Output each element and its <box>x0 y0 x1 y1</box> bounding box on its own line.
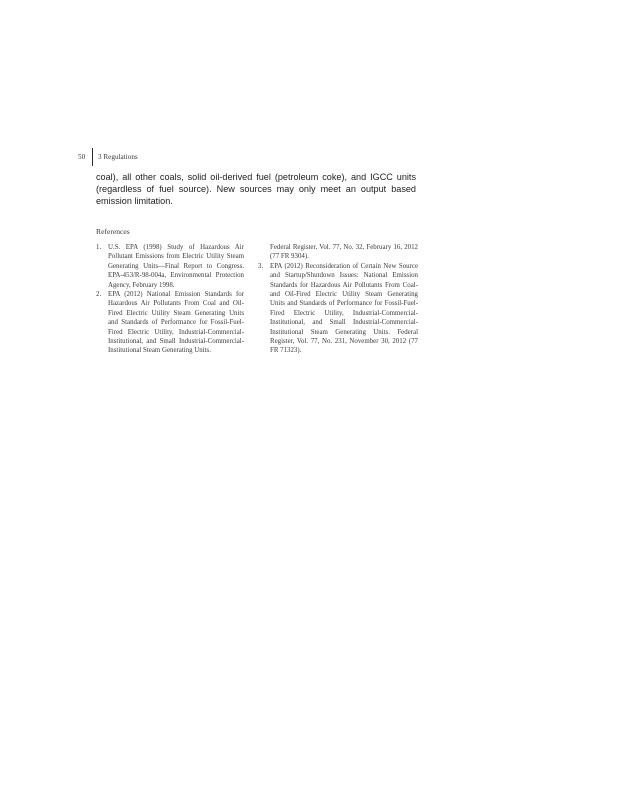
reference-item <box>258 262 418 356</box>
references-column-left <box>96 243 244 356</box>
reference-item <box>96 290 244 356</box>
reference-item <box>96 243 244 290</box>
reference-text: U.S. EPA (1998) Study of Hazardous Air Pollutant Emissions from Electric Utility Steam Generating Units—Final Report to Congress. EPA-453/R-98-004a, Environmental Protection Agency, February 1998. <box>108 244 244 289</box>
chapter-title: 3 Regulations <box>98 153 138 161</box>
reference-number: 2. <box>96 291 102 299</box>
reference-text: EPA (2012) National Emission Standards for Hazardous Air Pollutants From Coal and Oil-Fired Electric Utility Steam Generating Units and Standards of Performance for Fossil-Fuel-Fired Electric Utility, Industrial-Commercial-Institutional, and Small Industrial-Commercial-Institutional Steam Generating Units. <box>108 291 244 355</box>
reference-item-continued <box>258 243 418 262</box>
references-heading: References <box>96 227 130 236</box>
reference-number: 1. <box>96 244 102 251</box>
reference-number: 3. <box>258 262 264 270</box>
references-column-right <box>258 243 418 356</box>
reference-text: Federal Register, Vol. 77, No. 32, February 16, 2012 (77 FR 9304). <box>270 244 418 261</box>
page-number: 50 <box>78 153 86 161</box>
running-head-divider <box>92 148 93 166</box>
body-paragraph: coal), all other coals, solid oil-derived fuel (petroleum coke), and IGCC units (regardless of fuel source). New sources may only meet an output based emission limitation. <box>96 172 416 207</box>
reference-text: EPA (2012) Reconsideration of Certain New Source and Startup/Shutdown Issues: National Emission Standards for Hazardous Air Pollutants From Coal- and Oil-Fired Electric Utility Steam Generating Units and Standards of Performance for Fossil-Fuel-Fired Electric Utility, Industrial-Commercial-Institutional, and Small Industrial-Commercial-Institutional Steam Generating Units. Federal Register, Vol. 77, No. 231, November 30, 2012 (77 FR 71323). <box>270 262 418 355</box>
